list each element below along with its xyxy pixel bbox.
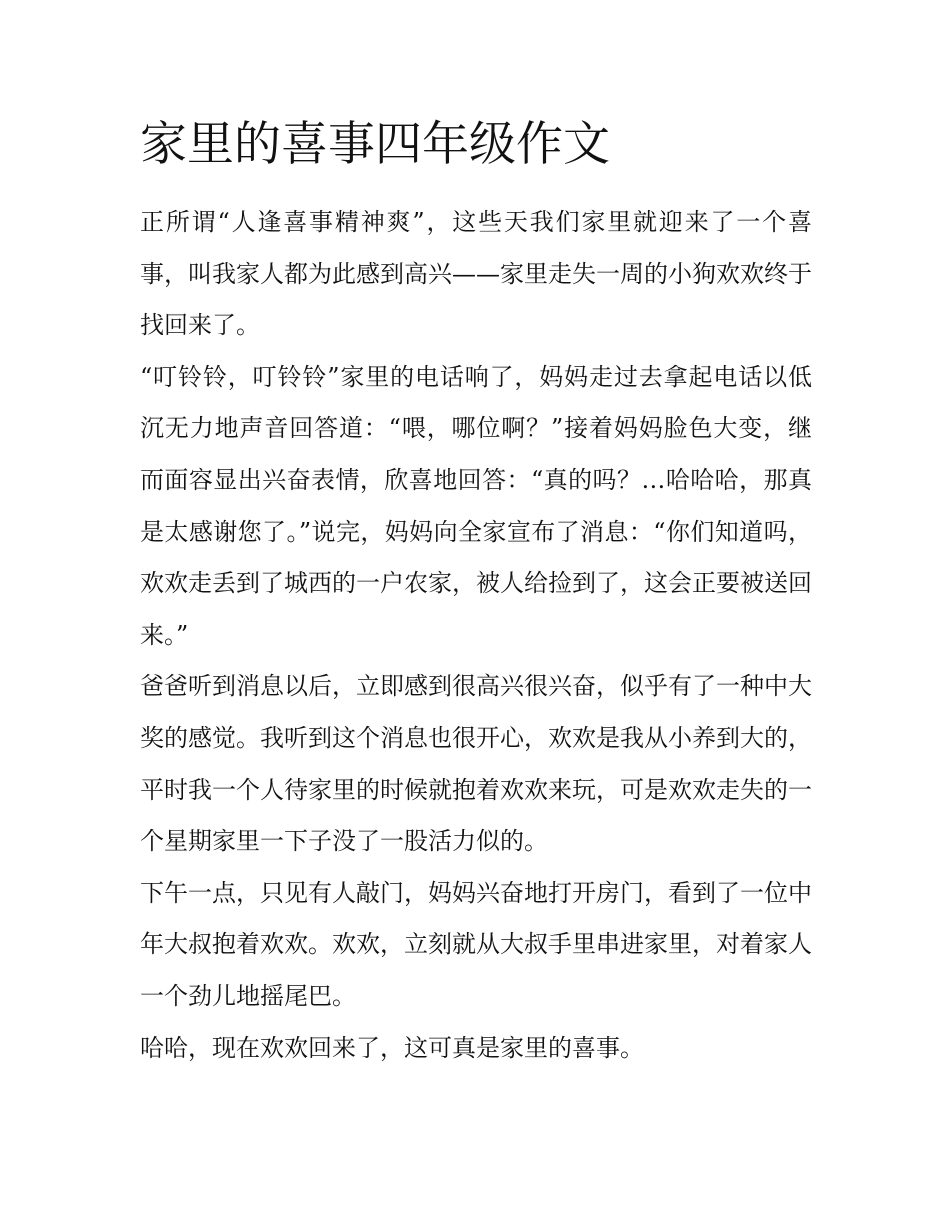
- document-body: [140, 197, 812, 1074]
- paragraph-1: 正所谓“人逢喜事精神爽”，这些天我们家里就迎来了一个喜事，叫我家人都为此感到高兴——家里走失一周的小狗欢欢终于找回来了。: [140, 208, 812, 340]
- document-title: 家里的喜事四年级作文: [140, 117, 610, 172]
- paragraph-4: 下午一点，只见有人敲门，妈妈兴奋地打开房门，看到了一位中年大叔抱着欢欢。欢欢，立刻就从大叔手里串进家里，对着家人一个劲儿地摇尾巴。: [140, 878, 812, 1010]
- paragraph-2: “叮铃铃，叮铃铃”家里的电话响了，妈妈走过去拿起电话以低沉无力地声音回答道：“喂，哪位啊？”接着妈妈脸色大变，继而面容显出兴奋表情，欣喜地回答：“真的吗？…哈哈哈，那真是太感谢您了。”说完，妈妈向全家宣布了消息：“你们知道吗，欢欢走丢到了城西的一户农家，被人给捡到了，这会正要被送回来。”: [140, 362, 812, 649]
- paragraph-5: 哈哈，现在欢欢回来了，这可真是家里的喜事。: [140, 1033, 644, 1062]
- paragraph-3: 爸爸听到消息以后，立即感到很高兴很兴奋，似乎有了一种中大奖的感觉。我听到这个消息也很开心，欢欢是我从小养到大的，平时我一个人待家里的时候就抱着欢欢来玩，可是欢欢走失的一个星期家里一下子没了一股活力似的。: [140, 672, 812, 856]
